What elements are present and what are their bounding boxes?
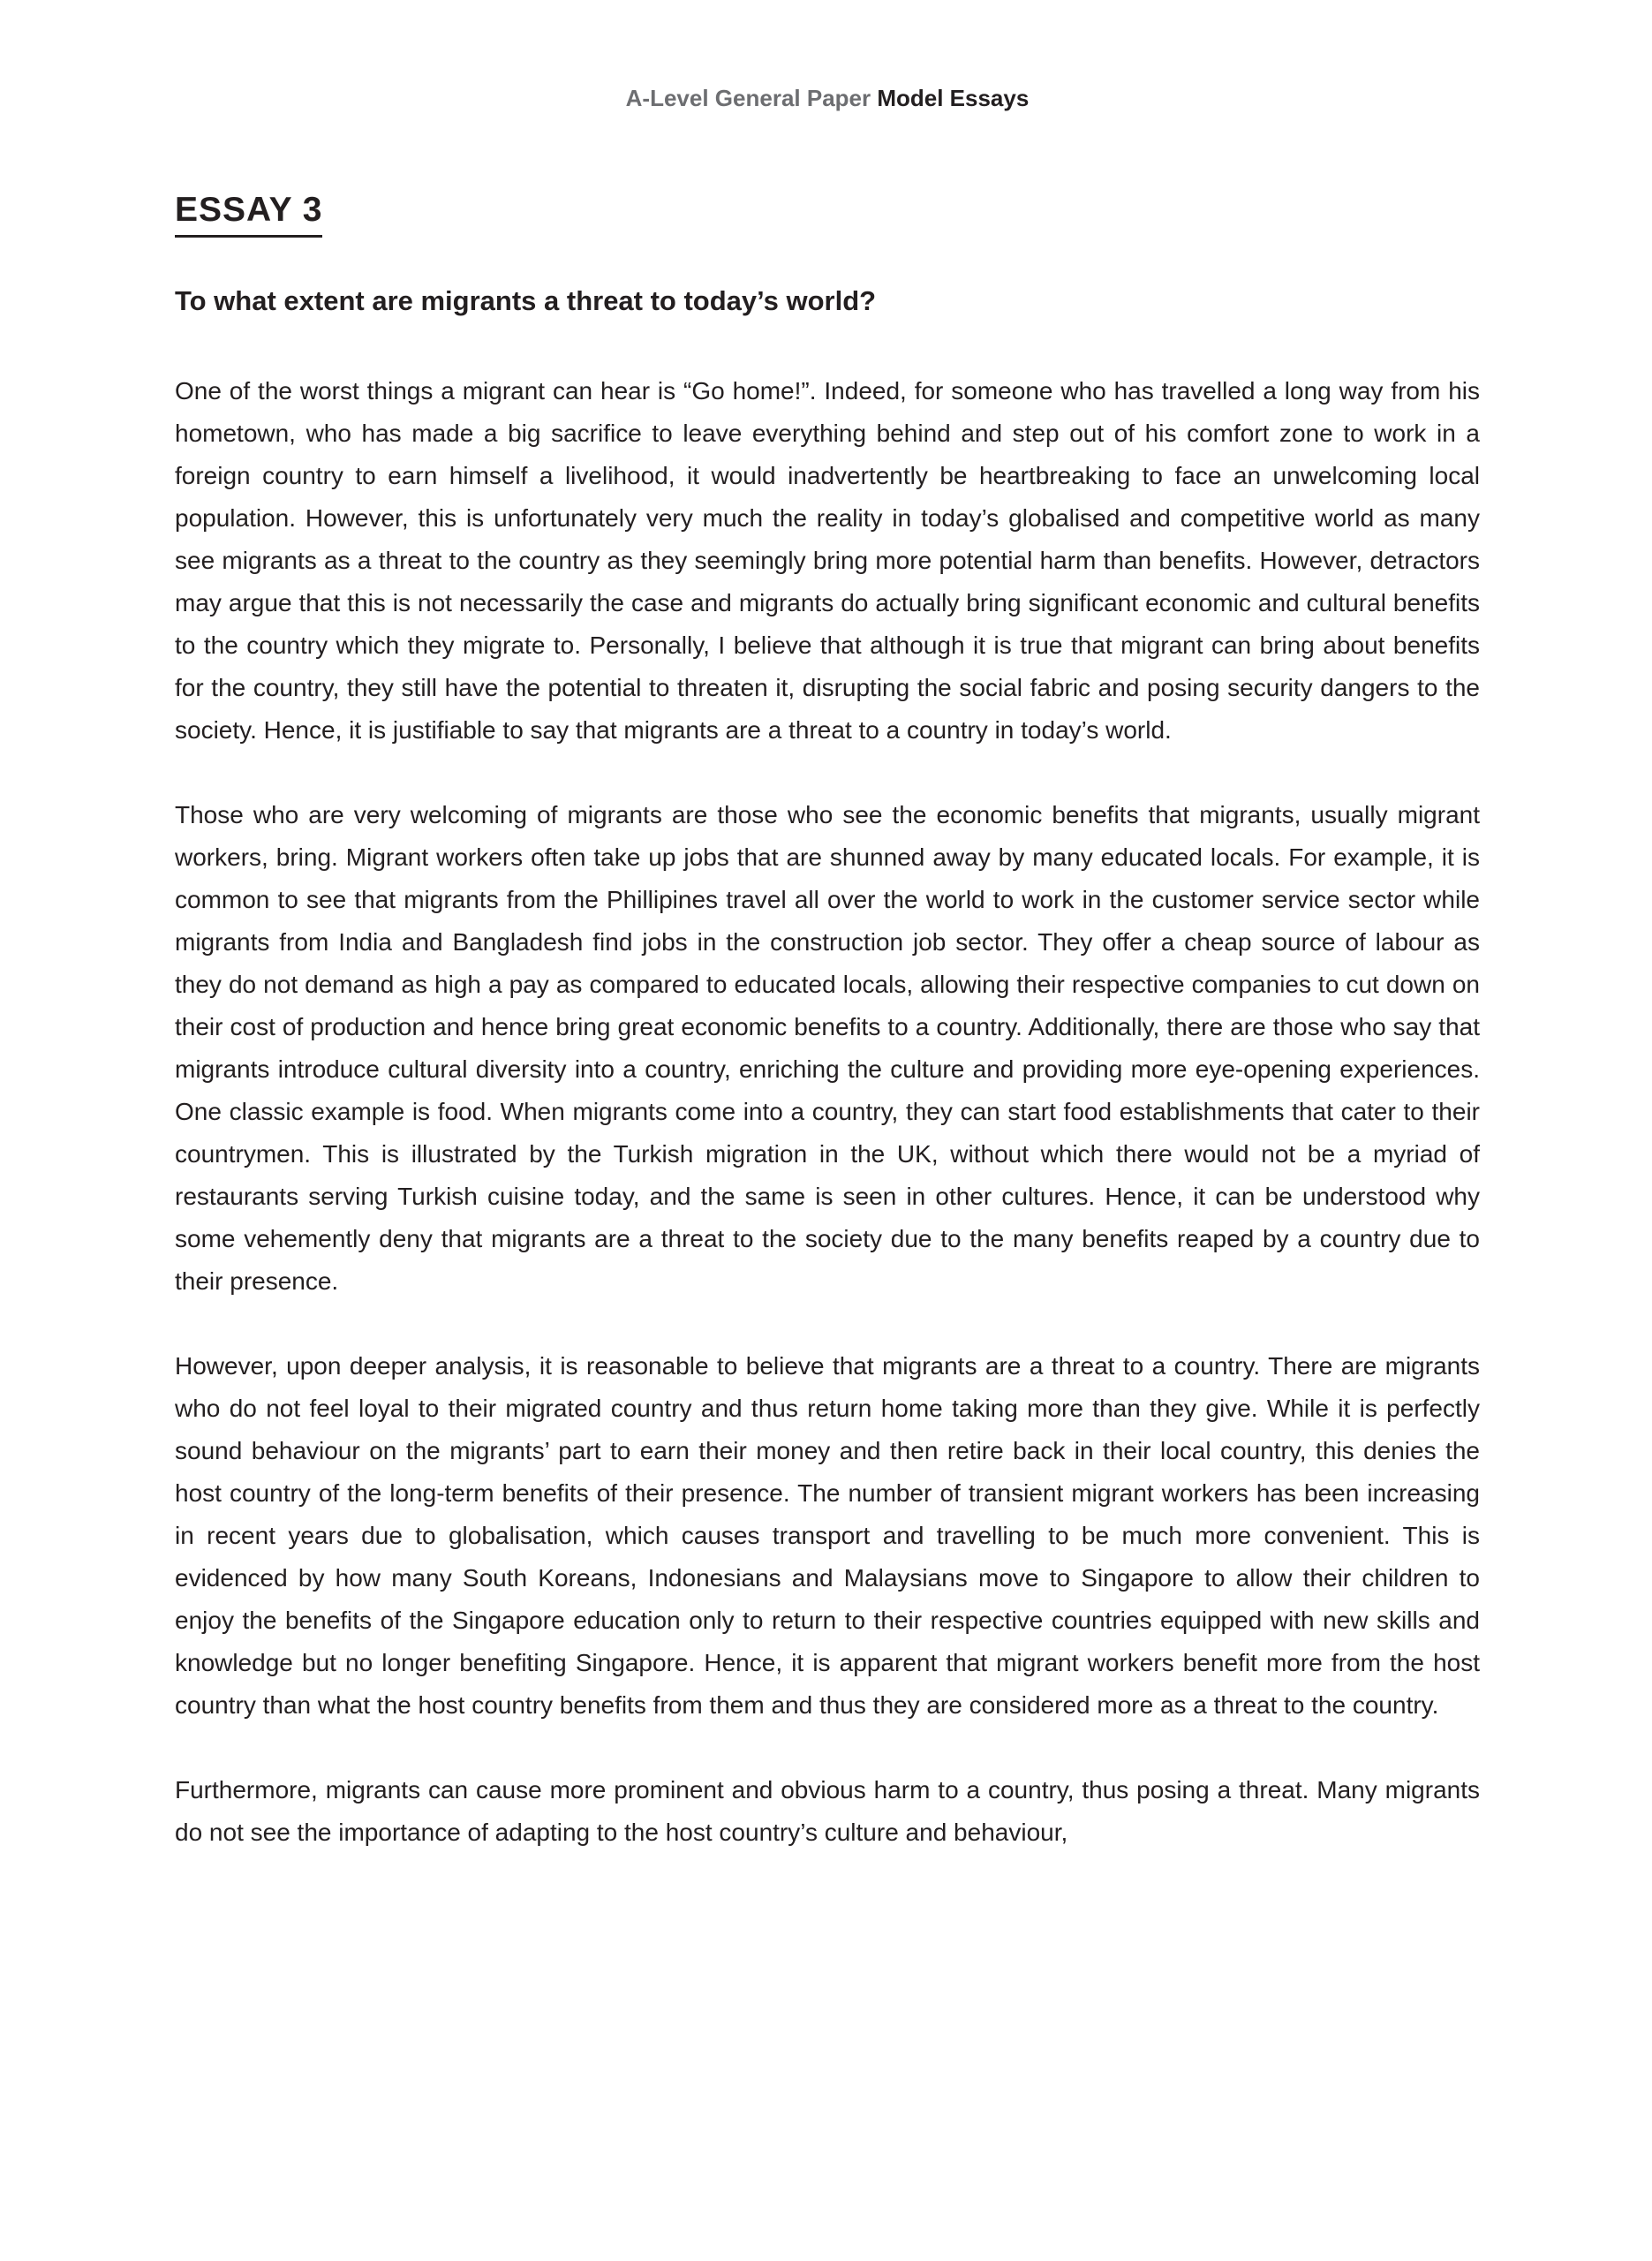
page-header	[175, 84, 1480, 112]
essay-paragraph-2: Those who are very welcoming of migrants are those who see the economic benefits that migrants, usually migrant workers, bring. Migrant workers often take up jobs that are shunned away by many educated locals. For example, it is common to see that migrants from the Phillipines travel all over the world to work in the customer service sector while migrants from India and Bangladesh find jobs in the construction job sector. They offer a cheap source of labour as they do not demand as high a pay as compared to educated locals, allowing their respective companies to cut down on their cost of production and hence bring great economic benefits to a country. Additionally, there are those who say that migrants introduce cultural diversity into a country, enriching the culture and providing more eye-opening experiences. One classic example is food. When migrants come into a country, they can start food establishments that cater to their countrymen. This is illustrated by the Turkish migration in the UK, without which there would not be a myriad of restaurants serving Turkish cuisine today, and the same is seen in other cultures. Hence, it can be understood why some vehemently deny that migrants are a threat to the society due to the many benefits reaped by a country due to their presence.	[175, 801, 1480, 1295]
essay-heading	[175, 190, 1480, 238]
essay-paragraph-3: However, upon deeper analysis, it is reasonable to believe that migrants are a threat to a country. There are migrants who do not feel loyal to their migrated country and thus return home taking more than they give. While it is perfectly sound behaviour on the migrants’ part to earn their money and then retire back in their local country, this denies the host country of the long-term benefits of their presence. The number of transient migrant workers has been increasing in recent years due to globalisation, which causes transport and travelling to be much more convenient. This is evidenced by how many South Koreans, Indonesians and Malaysians move to Singapore to allow their children to enjoy the benefits of the Singapore education only to return to their respective countries equipped with new skills and knowledge but no longer benefiting Singapore. Hence, it is apparent that migrant workers benefit more from the host country than what the host country benefits from them and thus they are considered more as a threat to the country.	[175, 1352, 1480, 1719]
essay-paragraph-4: Furthermore, migrants can cause more prominent and obvious harm to a country, thus posing a threat. Many migrants do not see the importance of adapting to the host country’s culture and behaviour,	[175, 1776, 1480, 1846]
essay-paragraph-1: One of the worst things a migrant can hear is “Go home!”. Indeed, for someone who has travelled a long way from his hometown, who has made a big sacrifice to leave everything behind and step out of his comfort zone to work in a foreign country to earn himself a livelihood, it would inadvertently be heartbreaking to face an unwelcoming local population. However, this is unfortunately very much the reality in today’s globalised and competitive world as many see migrants as a threat to the country as they seemingly bring more potential harm than benefits. However, detractors may argue that this is not necessarily the case and migrants do actually bring significant economic and cultural benefits to the country which they migrate to. Personally, I believe that although it is true that migrant can bring about benefits for the country, they still have the potential to threaten it, disrupting the social fabric and posing security dangers to the society. Hence, it is justifiable to say that migrants are a threat to a country in today’s world.	[175, 377, 1480, 744]
header-series-title: A-Level General Paper	[625, 85, 878, 111]
essay-heading-text: ESSAY 3	[175, 190, 322, 238]
essay-question: To what extent are migrants a threat to today’s world?	[175, 285, 877, 316]
essay-content	[175, 190, 1480, 1854]
header-book-title: Model Essays	[877, 85, 1030, 111]
